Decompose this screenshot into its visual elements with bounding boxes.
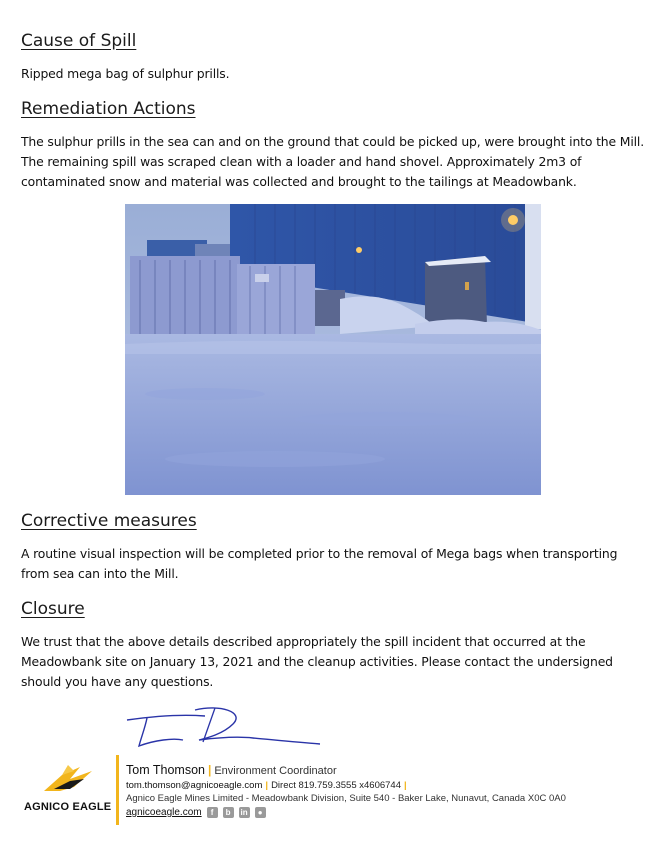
signer-title: Environment Coordinator: [214, 765, 337, 777]
website-link[interactable]: agnicoeagle.com: [126, 807, 202, 818]
facebook-icon[interactable]: f: [207, 807, 218, 818]
agnico-eagle-logo: [20, 761, 115, 819]
heading-cause-of-spill: Cause of Spill: [21, 31, 137, 51]
text-cause-of-spill: Ripped mega bag of sulphur prills.: [21, 66, 230, 81]
handwritten-signature: [125, 702, 325, 756]
website-line: [126, 807, 266, 818]
site-photo: [125, 204, 541, 495]
direct-phone: Direct 819.759.3555 x4606744: [271, 780, 401, 791]
separator: |: [207, 763, 212, 777]
heading-closure: Closure: [21, 599, 85, 619]
heading-remediation-actions: Remediation Actions: [21, 99, 196, 119]
heading-corrective-measures: Corrective measures: [21, 511, 197, 531]
linkedin-icon[interactable]: in: [240, 808, 248, 817]
signer-name: Tom Thomson: [126, 763, 205, 777]
logo-wordmark: AGNICO EAGLE: [24, 801, 112, 813]
text-closure: We trust that the above details described appropriately the spill incident that occurred at the Meadowbank site on January 13, 2021 and the cleanup activities. Please contact the undersigned should you have any questions.: [21, 634, 613, 689]
blog-icon[interactable]: b: [223, 807, 234, 818]
email-signature: [20, 755, 660, 825]
text-remediation-actions: The sulphur prills in the sea can and on the ground that could be picked up, were brought into the Mill. The remaining spill was scraped clean with a loader and hand shovel. Approximately 2m3 of contaminated snow and material was collected and brought to the tailings at Meadowbank.: [21, 134, 644, 189]
email-link[interactable]: tom.thomson@agnicoeagle.com: [126, 780, 263, 791]
share-icon[interactable]: ●: [255, 807, 266, 818]
contact-line: tom.thomson@agnicoeagle.com | Direct 819.759.3555 x4606744 |: [126, 780, 407, 791]
text-corrective-measures: A routine visual inspection will be completed prior to the removal of Mega bags when transporting from sea can into the Mill.: [21, 546, 618, 581]
company-address: Agnico Eagle Mines Limited - Meadowbank Division, Suite 540 - Baker Lake, Nunavut, Canada X0C 0A0: [126, 793, 566, 804]
name-title-line: [126, 763, 337, 777]
accent-divider: [116, 755, 119, 825]
